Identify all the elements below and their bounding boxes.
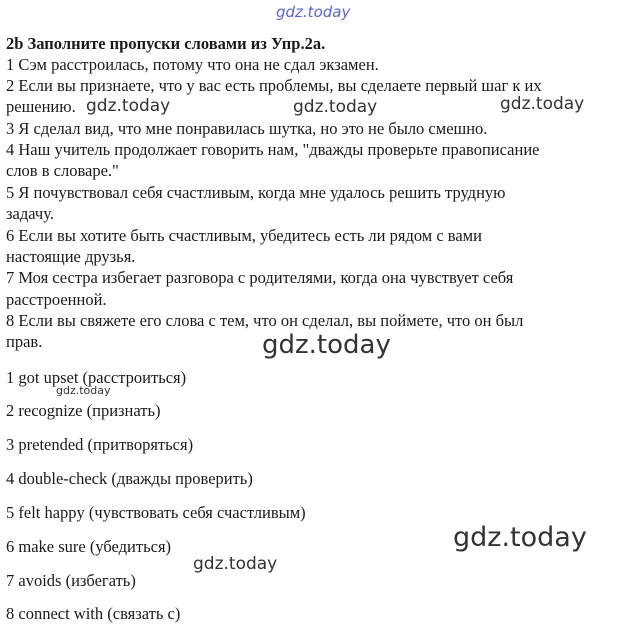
sentence-line: 8 Если вы свяжете его слова с тем, что он сделал, вы поймете, что он был [6,311,524,330]
answer-line: 7 avoids (избегать) [6,571,136,590]
watermark: gdz.today [193,554,278,574]
watermark: gdz.today [500,94,585,114]
sentence-line: слов в словаре." [6,161,119,180]
sentence-line: 7 Моя сестра избегает разговора с родителями, когда она чувствует себя [6,268,514,287]
sentence-line: 6 Если вы хотите быть счастливым, убедитесь есть ли рядом с вами [6,226,482,245]
watermark: gdz.today [293,97,378,117]
sentence-line: 4 Наш учитель продолжает говорить нам, "дважды проверьте правописание [6,140,540,159]
watermark: gdz.today [262,330,391,360]
answer-line: 5 felt happy (чувствовать себя счастливым) [6,503,306,522]
watermark: gdz.today [453,522,587,553]
sentence-line: расстроенной. [6,290,107,309]
watermark: gdz.today [56,384,111,397]
watermark-top: gdz.today [276,3,351,21]
answer-line: 4 double-check (дважды проверить) [6,469,253,488]
answer-line: 1 got upset (расстроиться) [6,368,187,387]
sentence-line: решению. [6,97,76,116]
sentence-line: 1 Сэм расстроилась, потому что она не сдал экзамен. [6,55,379,74]
watermark: gdz.today [86,96,171,116]
sentence-line: 5 Я почувствовал себя счастливым, когда мне удалось решить трудную [6,183,506,202]
sentence-line: прав. [6,332,43,351]
answer-line: 2 recognize (признать) [6,401,161,420]
exercise-heading: 2b Заполните пропуски словами из Упр.2а. [6,34,326,53]
answer-line: 8 connect with (связать с) [6,604,181,623]
sentence-line: задачу. [6,204,54,223]
sentence-line: настоящие друзья. [6,247,136,266]
answer-line: 6 make sure (убедиться) [6,537,172,556]
sentence-line: 3 Я сделал вид, что мне понравилась шутка, но это не было смешно. [6,119,488,138]
sentence-line: 2 Если вы признаете, что у вас есть проблемы, вы сделаете первый шаг к их [6,76,542,95]
answer-line: 3 pretended (притворяться) [6,435,194,454]
